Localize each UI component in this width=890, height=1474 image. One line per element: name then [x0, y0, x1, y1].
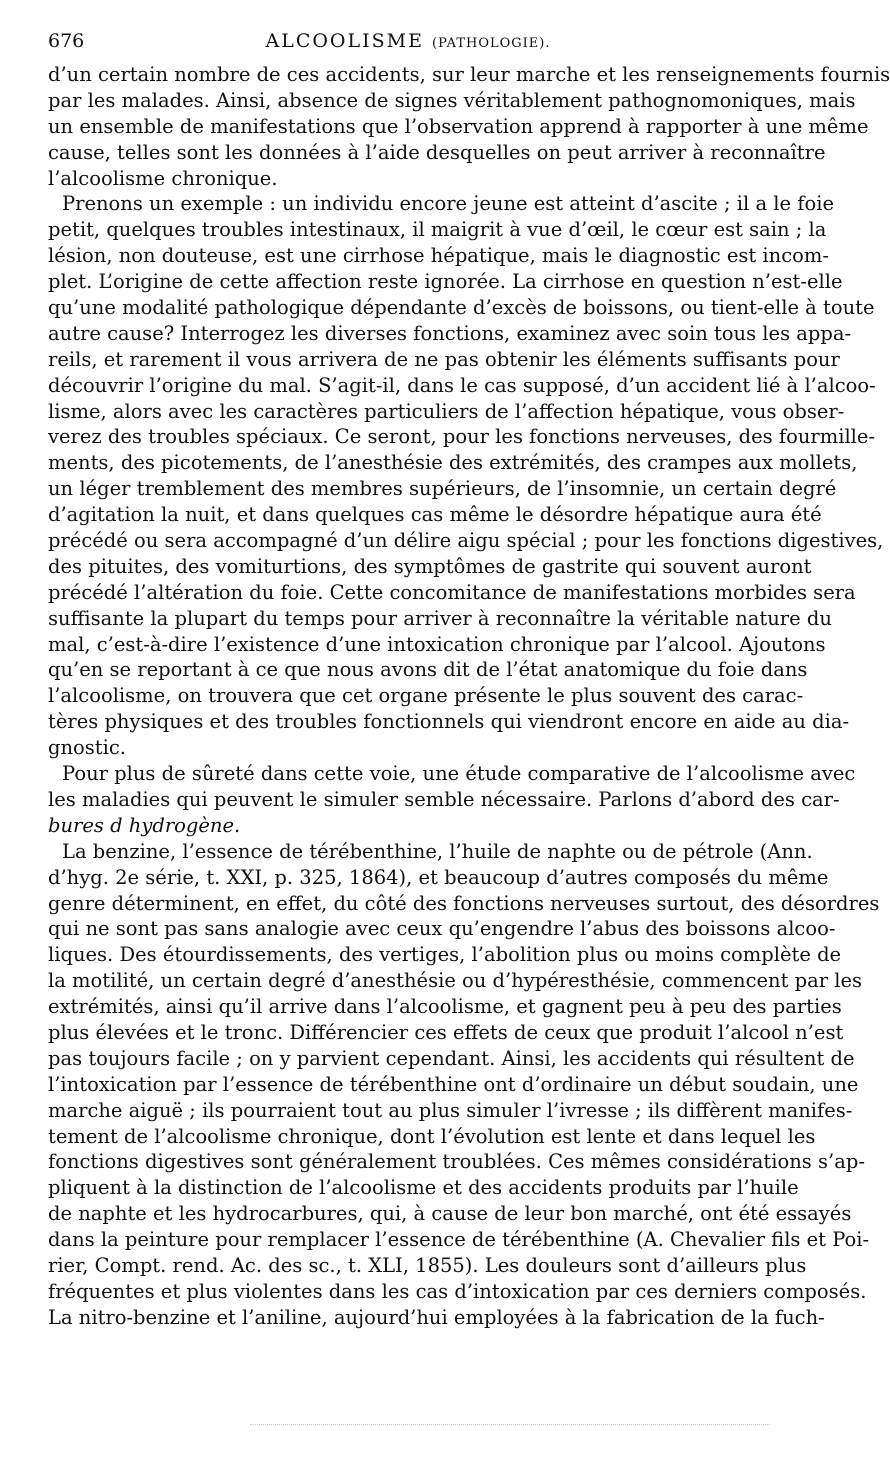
text-line: un ensemble de manifestations que l’observation apprend à rapporter à une même: [48, 114, 869, 138]
page-header: [48, 30, 768, 58]
text-line: gnostic.: [48, 736, 126, 760]
text-line: plus élevées et le tronc. Différencier ces effets de ceux que produit l’alcool n’est: [48, 1020, 844, 1044]
text-line: marche aiguë ; ils pourraient tout au plus simuler l’ivresse ; ils diffèrent manifes-: [48, 1098, 853, 1122]
text-line: les maladies qui peuvent le simuler semble nécessaire. Parlons d’abord des car-: [48, 787, 840, 811]
text-line: Prenons un exemple : un individu encore jeune est atteint d’ascite ; il a le foie: [62, 192, 835, 216]
text-line: découvrir l’origine du mal. S’agit-il, dans le cas supposé, d’un accident lié à l’alcoo-: [48, 373, 876, 397]
text-line: extrémités, ainsi qu’il arrive dans l’alcoolisme, et gagnent peu à peu des parties: [48, 995, 842, 1019]
text-line: qui ne sont pas sans analogie avec ceux qu’engendre l’abus des boissons alcoo-: [48, 917, 836, 941]
text-line: lésion, non douteuse, est une cirrhose hépatique, mais le diagnostic est incom-: [48, 244, 829, 268]
text-line: ments, des picotements, de l’anesthésie des extrémités, des crampes aux mollets,: [48, 451, 858, 475]
text-line: autre cause? Interrogez les diverses fonctions, examinez avec soin tous les appa-: [48, 321, 852, 345]
text-line: bures d hydrogène.: [48, 813, 241, 837]
text-line: suffisante la plupart du temps pour arriver à reconnaître la véritable nature du: [48, 606, 832, 630]
text-line: genre déterminent, en effet, du côté des fonctions nerveuses surtout, des désordres: [48, 891, 880, 915]
text-line: lisme, alors avec les caractères particuliers de l’affection hépatique, vous obser-: [48, 399, 845, 423]
text-line: Pour plus de sûreté dans cette voie, une étude comparative de l’alcoolisme avec: [62, 762, 856, 786]
text-line: liques. Des étourdissements, des vertiges, l’abolition plus ou moins complète de: [48, 943, 842, 967]
text-line: cause, telles sont les données à l’aide desquelles on peut arriver à reconnaître: [48, 140, 826, 164]
text-line: plet. L’origine de cette affection reste ignorée. La cirrhose en question n’est-elle: [48, 270, 843, 294]
text-line: d’un certain nombre de ces accidents, sur leur marche et les renseignements fournis: [48, 63, 890, 86]
text-line: d’hyg. 2e série, t. XXI, p. 325, 1864), et beaucoup d’autres composés du même: [48, 865, 829, 889]
text-line: précédé l’altération du foie. Cette concomitance de manifestations morbides sera: [48, 580, 856, 604]
text-line: l’intoxication par l’essence de térébenthine ont d’ordinaire un début soudain, une: [48, 1072, 859, 1096]
text-line: par les malades. Ainsi, absence de signes véritablement pathognomoniques, mais: [48, 88, 856, 112]
page-number: 676: [48, 30, 85, 52]
text-line: précédé ou sera accompagné d’un délire aigu spécial ; pour les fonctions digestives,: [48, 529, 884, 553]
text-line: qu’en se reportant à ce que nous avons dit de l’état anatomique du foie dans: [48, 658, 808, 682]
text-line: pas toujours facile ; on y parvient cependant. Ainsi, les accidents qui résultent de: [48, 1046, 855, 1070]
text-line: La nitro-benzine et l’aniline, aujourd’hui employées à la fabrication de la fuch-: [48, 1305, 825, 1329]
text-line: fréquentes et plus violentes dans les cas d’intoxication par ces derniers composés.: [48, 1279, 867, 1303]
text-line: verez des troubles spéciaux. Ce seront, pour les fonctions nerveuses, des fourmille-: [48, 425, 876, 449]
text-line: petit, quelques troubles intestinaux, il maigrit à vue d’œil, le cœur est sain ; la: [48, 218, 827, 242]
text-line: l’alcoolisme chronique.: [48, 166, 278, 190]
text-line: reils, et rarement il vous arrivera de ne pas obtenir les éléments suffisants pour: [48, 347, 840, 371]
body-text: [48, 62, 890, 1357]
running-title: [48, 30, 768, 52]
text-line: la motilité, un certain degré d’anesthésie ou d’hypéresthésie, commencent par les: [48, 969, 863, 993]
text-line: pliquent à la distinction de l’alcoolisme et des accidents produits par l’huile: [48, 1176, 799, 1200]
text-line: mal, c’est-à-dire l’existence d’une intoxication chronique par l’alcool. Ajoutons: [48, 632, 826, 656]
text-line: fonctions digestives sont généralement troublées. Ces mêmes considérations s’ap-: [48, 1150, 865, 1174]
scan-artifact: [250, 1424, 770, 1431]
text-line: qu’une modalité pathologique dépendante d’excès de boissons, ou tient-elle à toute: [48, 296, 875, 320]
text-line: rier, Compt. rend. Ac. des sc., t. XLI, 1855). Les douleurs sont d’ailleurs plus: [48, 1253, 807, 1277]
text-line: un léger tremblement des membres supérieurs, de l’insomnie, un certain degré: [48, 477, 837, 501]
text-line: l’alcoolisme, on trouvera que cet organe présente le plus souvent des carac-: [48, 684, 804, 708]
text-line: de naphte et les hydrocarbures, qui, à cause de leur bon marché, ont été essayés: [48, 1202, 852, 1226]
text-line: La benzine, l’essence de térébenthine, l’huile de naphte ou de pétrole (Ann.: [62, 839, 813, 863]
text-line: des pituites, des vomiturtions, des symptômes de gastrite qui souvent auront: [48, 554, 812, 578]
text-line: d’agitation la nuit, et dans quelques cas même le désordre hépatique aura été: [48, 503, 822, 527]
text-line: [48, 1331, 766, 1357]
text-line: tères physiques et des troubles fonctionnels qui viendront encore en aide au dia-: [48, 710, 850, 734]
text-line: tement de l’alcoolisme chronique, dont l’évolution est lente et dans lequel les: [48, 1124, 816, 1148]
text-line: dans la peinture pour remplacer l’essence de térébenthine (A. Chevalier fils et Poi-: [48, 1228, 870, 1252]
running-title-main: ALCOOLISME: [265, 30, 424, 52]
running-title-sub: (PATHOLOGIE).: [432, 36, 551, 51]
